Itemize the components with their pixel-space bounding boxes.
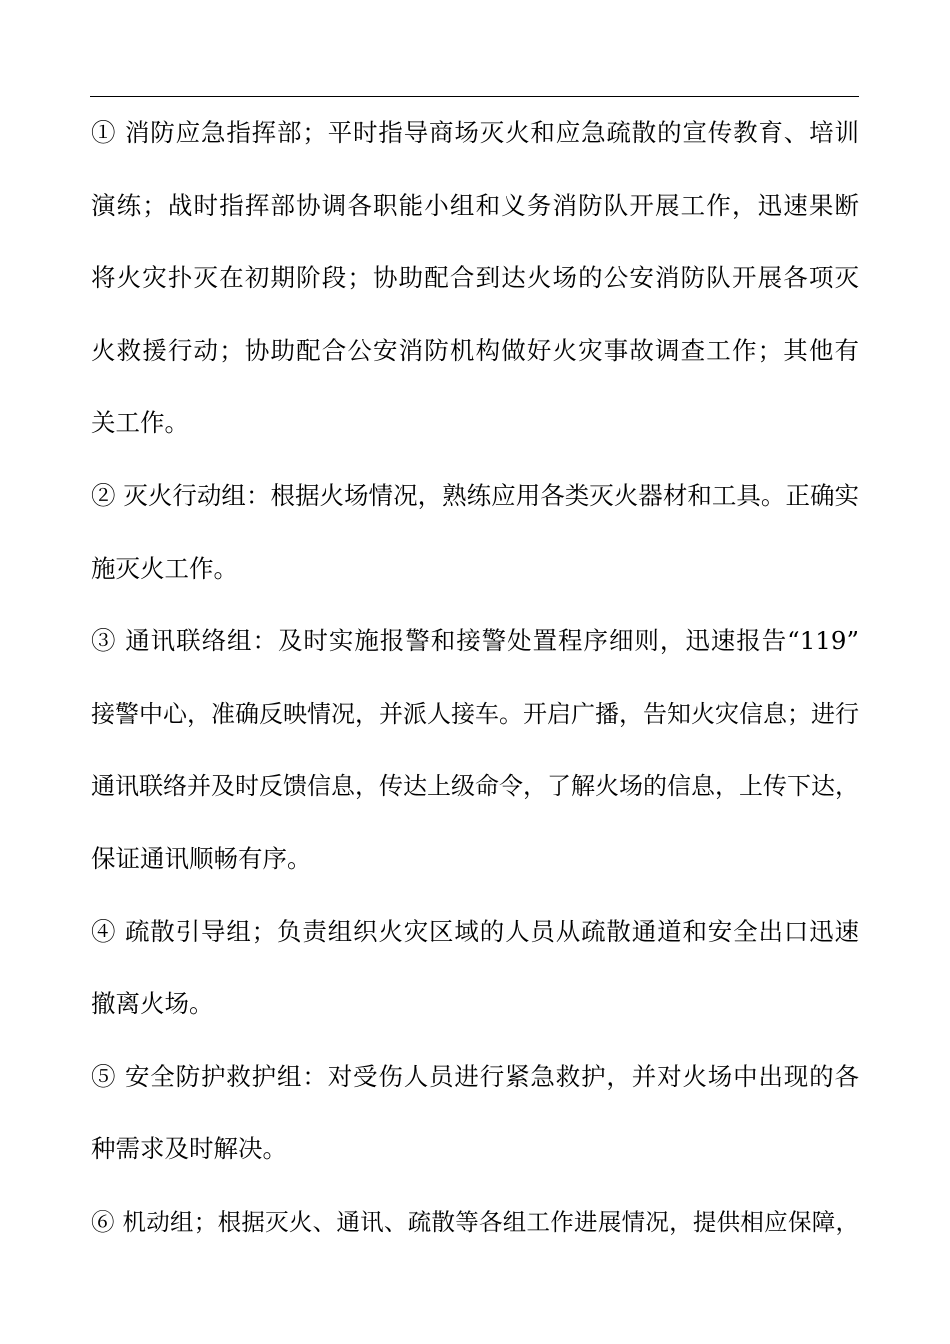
- text-line: ① 消防应急指挥部；平时指导商场灭火和应急疏散的宣传教育、培训: [91, 118, 859, 147]
- text-line: 将火灾扑灭在初期阶段；协助配合到达火场的公安消防队开展各项灭: [91, 263, 859, 293]
- text-line: ⑤ 安全防护救护组：对受伤人员进行紧急救护，并对火场中出现的各: [91, 1061, 859, 1091]
- header-rule: [90, 96, 859, 97]
- text-line: ② 灭火行动组：根据火场情况，熟练应用各类灭火器材和工具。正确实: [91, 480, 859, 510]
- text-line: 关工作。: [91, 408, 189, 438]
- text-line: 接警中心，准确反映情况，并派人接车。开启广播，告知火灾信息；进行: [91, 699, 859, 728]
- document-body: [91, 108, 859, 1270]
- text-line: ⑥ 机动组；根据灭火、通讯、疏散等各组工作进展情况，提供相应保障，: [91, 1207, 859, 1236]
- text-line: 种需求及时解决。: [91, 1134, 287, 1164]
- text-line: ④ 疏散引导组；负责组织火灾区域的人员从疏散通道和安全出口迅速: [91, 916, 859, 946]
- text-line: 施灭火工作。: [91, 553, 238, 583]
- text-line: 通讯联络并及时反馈信息，传达上级命令，了解火场的信息，上传下达，: [91, 772, 859, 801]
- text-line: 火救援行动；协助配合公安消防机构做好火灾事故调查工作；其他有: [91, 335, 859, 365]
- text-line: 演练；战时指挥部协调各职能小组和义务消防队开展工作，迅速果断: [91, 190, 859, 220]
- text-line: ③ 通讯联络组：及时实施报警和接警处置程序细则，迅速报告“119”: [91, 626, 859, 656]
- text-line: 保证通讯顺畅有序。: [91, 843, 312, 873]
- text-line: 撤离火场。: [91, 989, 214, 1019]
